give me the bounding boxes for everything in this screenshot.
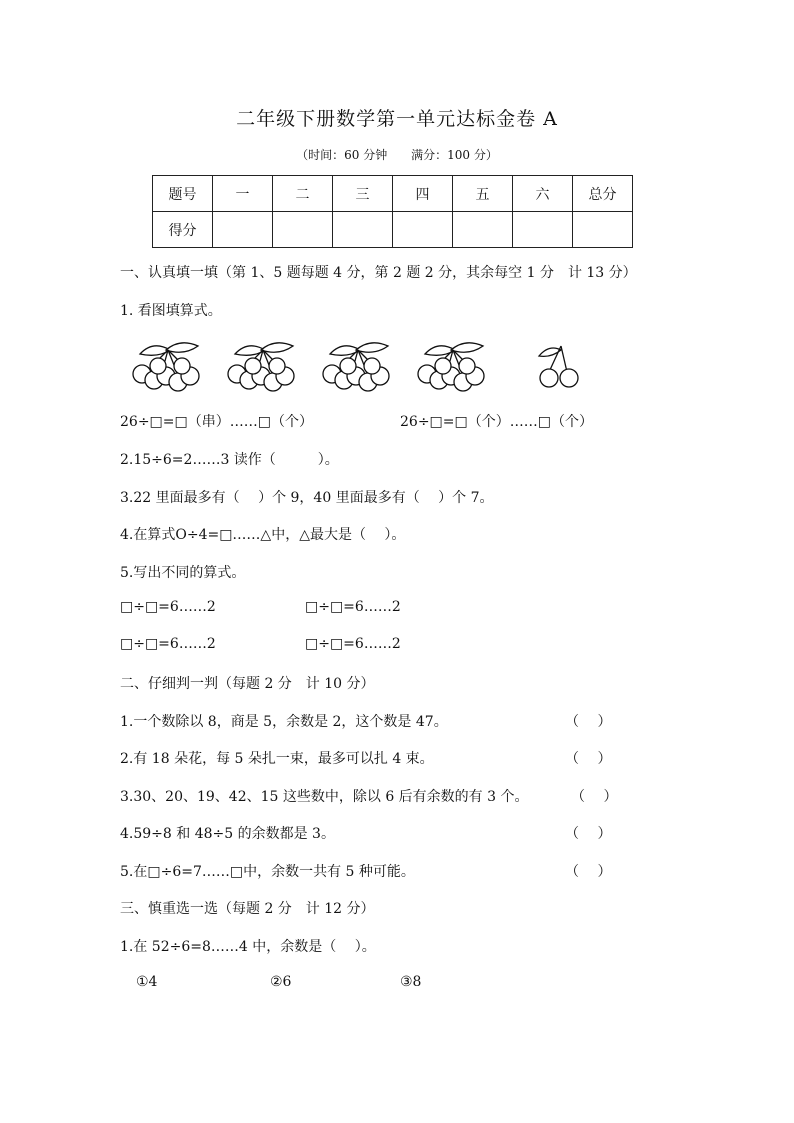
score-input-cell[interactable]	[273, 212, 333, 248]
score-input-cell[interactable]	[573, 212, 633, 248]
answer-parentheses[interactable]: （ ）	[565, 751, 612, 767]
page-title: 二年级下册数学第一单元达标金卷 A	[236, 108, 558, 130]
answer-parentheses[interactable]: （ ）	[565, 864, 612, 880]
question-4: 4.在算式O÷4=□……△中，△最大是（ ）。	[120, 527, 406, 543]
judgement-item: 2.有 18 朵花，每 5 朵扎一束，最多可以扎 4 束。	[120, 751, 434, 767]
answer-parentheses[interactable]: （ ）	[565, 826, 612, 842]
score-cell: 六	[513, 176, 573, 212]
time-limit: （时间：60 分钟	[296, 148, 388, 162]
cherry-bunch-icon	[128, 336, 208, 396]
section2-heading: 二、仔细判一判（每题 2 分 计 10 分）	[120, 676, 375, 692]
answer-parentheses[interactable]: （ ）	[565, 714, 612, 730]
equation-2: 26÷□=□（个）……□（个）	[400, 414, 593, 430]
score-input-cell[interactable]	[333, 212, 393, 248]
score-input-cell[interactable]	[213, 212, 273, 248]
equation-blank: □÷□=6……2	[120, 636, 216, 652]
score-table-header-row	[153, 176, 633, 212]
question-5: 5.写出不同的算式。	[120, 565, 246, 581]
question-2: 2.15÷6=2……3 读作（ ）。	[120, 452, 339, 468]
full-score: 满分：100 分）	[411, 148, 498, 162]
score-cell: 三	[333, 176, 393, 212]
cherry-pair-icon	[533, 336, 583, 396]
score-input-cell[interactable]	[453, 212, 513, 248]
equation-1: 26÷□=□（串）……□（个）	[120, 414, 313, 430]
option-1[interactable]: ①4	[136, 974, 158, 990]
score-cell: 题号	[153, 176, 213, 212]
cherry-bunch-icon	[413, 336, 493, 396]
section3-heading: 三、慎重选一选（每题 2 分 计 12 分）	[120, 901, 375, 917]
equation-blank: □÷□=6……2	[305, 636, 401, 652]
judgement-item: 4.59÷8 和 48÷5 的余数都是 3。	[120, 826, 335, 842]
cherry-illustration	[128, 336, 598, 396]
section1-heading: 一、认真填一填（第 1、5 题每题 4 分，第 2 题 2 分，其余每空 1 分 计 13 分）	[120, 265, 637, 281]
exam-info	[0, 146, 794, 163]
score-cell: 总分	[573, 176, 633, 212]
cherry-bunch-icon	[223, 336, 303, 396]
judgement-item: 1.一个数除以 8，商是 5，余数是 2，这个数是 47。	[120, 714, 448, 730]
answer-parentheses[interactable]: （ ）	[571, 789, 618, 805]
question-3: 3.22 里面最多有（ ）个 9，40 里面最多有（ ）个 7。	[120, 490, 494, 506]
score-input-cell[interactable]	[513, 212, 573, 248]
judgement-item: 3.30、20、19、42、15 这些数中，除以 6 后有余数的有 3 个。	[120, 789, 529, 805]
option-3[interactable]: ③8	[400, 974, 422, 990]
score-cell: 五	[453, 176, 513, 212]
judgement-item: 5.在□÷6=7……□中，余数一共有 5 种可能。	[120, 864, 415, 880]
choice-question-1: 1.在 52÷6=8……4 中，余数是（ ）。	[120, 939, 376, 955]
score-input-cell[interactable]	[393, 212, 453, 248]
score-cell: 四	[393, 176, 453, 212]
score-cell: 二	[273, 176, 333, 212]
score-cell: 得分	[153, 212, 213, 248]
option-2[interactable]: ②6	[270, 974, 292, 990]
cherry-bunch-icon	[318, 336, 398, 396]
score-table-score-row	[153, 212, 633, 248]
question-1: 1. 看图填算式。	[120, 303, 222, 319]
equation-blank: □÷□=6……2	[305, 599, 401, 615]
equation-blank: □÷□=6……2	[120, 599, 216, 615]
score-cell: 一	[213, 176, 273, 212]
score-table	[152, 175, 633, 248]
